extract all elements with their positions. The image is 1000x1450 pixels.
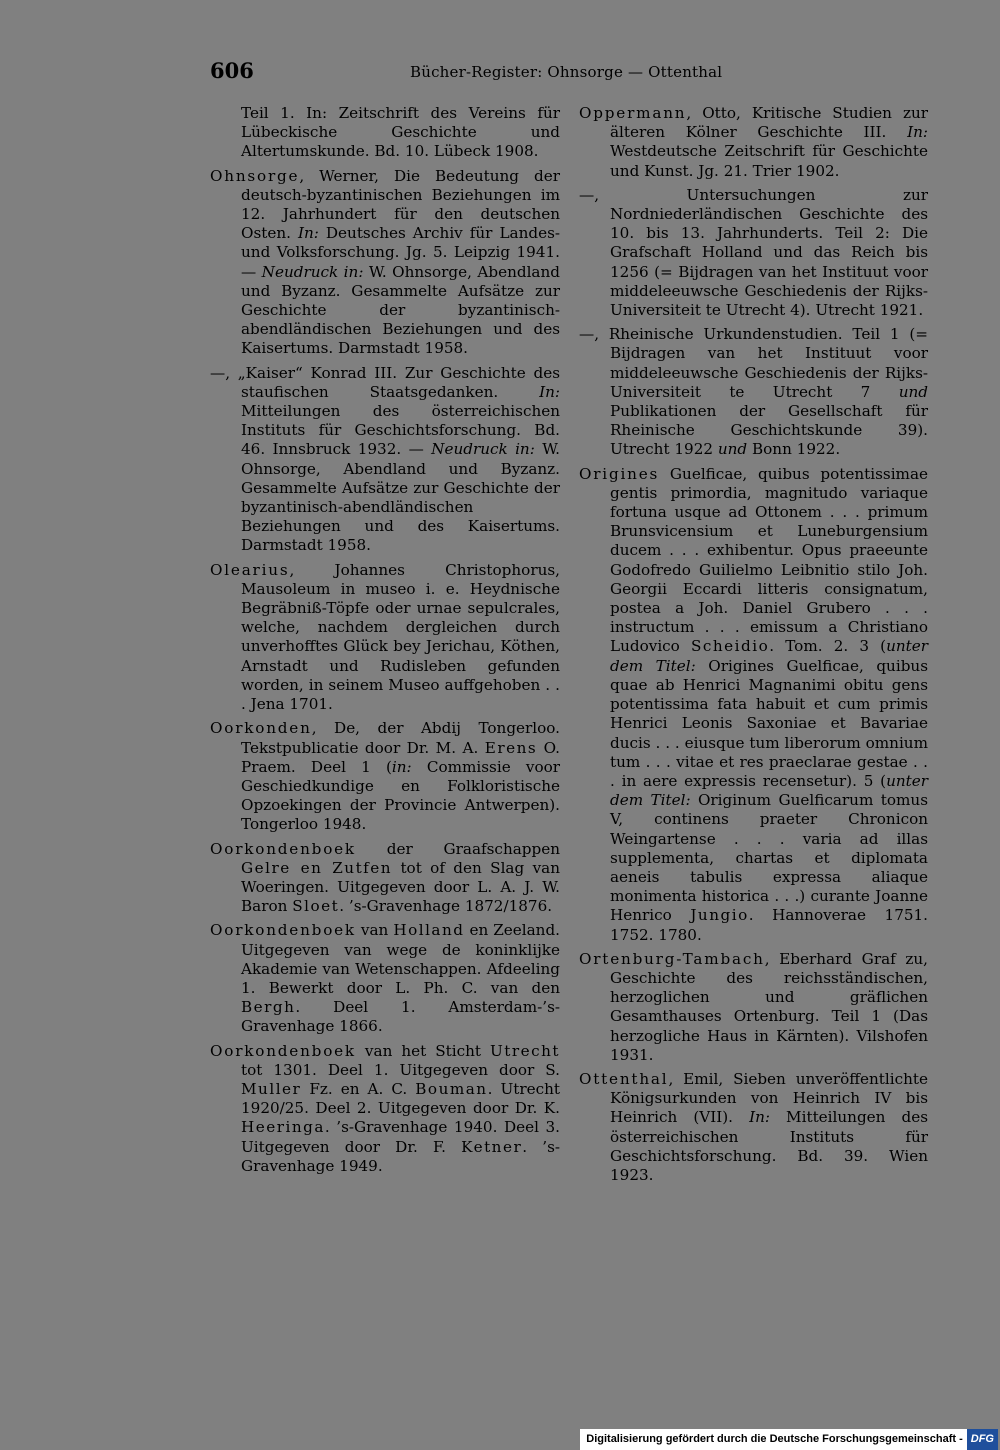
- register-entry: Oorkondenboek van het Sticht Utrecht tot 1301. Deel 1. Uitgegeven door S. Muller Fz. en A. C. Bouman. Utrecht 1920/25. Deel 2. Uitgegeven door Dr. K. Heeringa. ’s-Gravenhage 1940. Deel 3. Uitgegeven door Dr. F. Ketner. ’s-Gravenhage 1949.: [210, 1041, 560, 1175]
- register-entry: —, Untersuchungen zur Nordniederländischen Geschichte des 10. bis 13. Jahrhunderts. Teil 2: Die Grafschaft Holland und das Reich bis 1256 (= Bijdragen van het Instituut voor middeleeuwsche Geschiedenis der Rijks-Universiteit te Utrecht 4). Utrecht 1921.: [579, 185, 928, 320]
- right-column: [579, 104, 928, 1190]
- funding-notice: Digitalisierung gefördert durch die Deutsche Forschungsgemeinschaft -: [580, 1429, 967, 1450]
- entry-heading: Origines: [579, 464, 660, 483]
- register-entry: Origines Guelficae, quibus potentissimae gentis primordia, magnitudo variaque fortuna usque ad Ottonem . . . primum Brunsvicensium et Luneburgensium ducem . . . exhibentur. Opus praeeunte Godofredo Guilielmo Leibnitio stilo Joh. Georgii Eccardi litteris consignatum, postea a Joh. Daniel Grubero . . . instructum . . . emissum a Christiano Ludovico Scheidio. Tom. 2. 3 (unter dem Titel: Origines Guelficae, quibus quae ab Henrici Magnanimi obitu gens potentissima fata habuit et cum primis Henrici Leonis Saxoniae et Bavariae ducis . . . eiusque tum liberorum omnium tum . . . vitae et res praeclarae gestae . . . in aere expressis recensetur). 5 (unter dem Titel: Originum Guelficarum tomus V, continens praeter Chronicon Weingartense . . . varia ad illas supplementa, chartas et diplomata aeneis tabulis expressa aliaque monimenta historica . . .) curante Joanne Henrico Jungio. Hannoverae 1751. 1752. 1780.: [579, 464, 929, 944]
- entry-heading: Ohnsorge: [210, 166, 300, 185]
- dfg-logo-icon: DFG: [967, 1429, 998, 1450]
- register-entry: Olearius, Johannes Christophorus, Mausoleum in museo i. e. Heydnische Begräbniß-Töpfe oder urnae sepulcrales, welche, nachdem dergleichen durch unverhofftes Glück bey Jerichau, Köthen, Arnstadt und Rudisleben gefunden worden, in seinem Museo auffgehoben . . . Jena 1701.: [210, 560, 560, 714]
- entry-heading: Oorkondenboek: [210, 1041, 356, 1060]
- entry-heading: Ortenburg-Tambach: [579, 949, 765, 968]
- register-entry: Ohnsorge, Werner, Die Bedeutung der deutsch-byzantinischen Beziehungen im 12. Jahrhundert für den deutschen Osten. In: Deutsches Archiv für Landes- und Volksforschung. Jg. 5. Leipzig 1941. — Neudruck in: W. Ohnsorge, Abendland und Byzanz. Gesammelte Aufsätze zur Geschichte der byzantinisch-abendländischen Beziehungen und des Kaisertums. Darmstadt 1958.: [210, 166, 560, 358]
- entry-heading: Oorkondenboek: [210, 921, 356, 940]
- register-entry: —, „Kaiser“ Konrad III. Zur Geschichte des staufischen Staatsgedanken. In: Mitteilungen des österreichischen Instituts für Geschichtsforschung. Bd. 46. Innsbruck 1932. — Neudruck in: W. Ohnsorge, Abendland und Byzanz. Gesammelte Aufsätze zur Geschichte der byzantinisch-abendländischen Beziehungen und des Kaisertums. Darmstadt 1958.: [210, 363, 561, 555]
- register-entry: Teil 1. In: Zeitschrift des Vereins für Lübeckische Geschichte und Altertumskunde. Bd. 10. Lübeck 1908.: [241, 104, 560, 161]
- left-column: [210, 104, 560, 1181]
- register-entry: Oorkondenboek van Holland en Zeeland. Uitgegeven van wege de koninklijke Akademie van Wetenschappen. Afdeeling 1. Bewerkt door L. Ph. C. van den Bergh. Deel 1. Amsterdam-’s-Gravenhage 1866.: [210, 921, 561, 1036]
- register-entry: Oppermann, Otto, Kritische Studien zur älteren Kölner Geschichte III. In: Westdeutsche Zeitschrift für Geschichte und Kunst. Jg. 21. Trier 1902.: [579, 104, 928, 180]
- register-entry: Oorkondenboek der Graafschappen Gelre en Zutfen tot of den Slag van Woeringen. Uitgegeven door L. A. J. W. Baron Sloet. ’s-Gravenhage 1872/1876.: [210, 839, 561, 916]
- entry-heading: Oorkonden: [210, 719, 312, 738]
- entry-heading: Ottenthal: [579, 1069, 669, 1088]
- register-entry: Oorkonden, De, der Abdij Tongerloo. Tekstpublicatie door Dr. M. A. Erens O. Praem. Deel 1 (in: Commissie voor Geschiedkundige en Folkloristische Opzoekingen der Provincie Antwerpen). Tongerloo 1948.: [210, 719, 561, 834]
- entry-heading: Olearius: [210, 560, 290, 579]
- entry-heading: Oorkondenboek: [210, 839, 356, 858]
- running-head: Bücher-Register: Ohnsorge — Ottenthal: [410, 63, 723, 81]
- entry-heading: Oppermann: [579, 104, 687, 122]
- register-entry: Ortenburg-Tambach, Eberhard Graf zu, Geschichte des reichsständischen, herzoglichen und gräflichen Gesamthauses Ortenburg. Teil 1 (Das herzogliche Haus in Kärnten). Vilshofen 1931.: [579, 949, 928, 1064]
- register-entry: —, Rheinische Urkundenstudien. Teil 1 (= Bijdragen van het Instituut voor middeleeuwsche Geschiedenis der Rijks-Universiteit te Utrecht 7 und Publikationen der Gesellschaft für Rheinische Geschichtskunde 39). Utrecht 1922 und Bonn 1922.: [579, 325, 928, 459]
- page-number: 606: [210, 58, 254, 83]
- register-entry: Ottenthal, Emil, Sieben unveröffentlichte Königsurkunden von Heinrich IV bis Heinrich (VII). In: Mitteilungen des österreichischen Instituts für Geschichtsforschung. Bd. 39. Wien 1923.: [579, 1069, 929, 1184]
- page-header: [210, 58, 930, 88]
- footer-banner: [0, 1429, 1000, 1450]
